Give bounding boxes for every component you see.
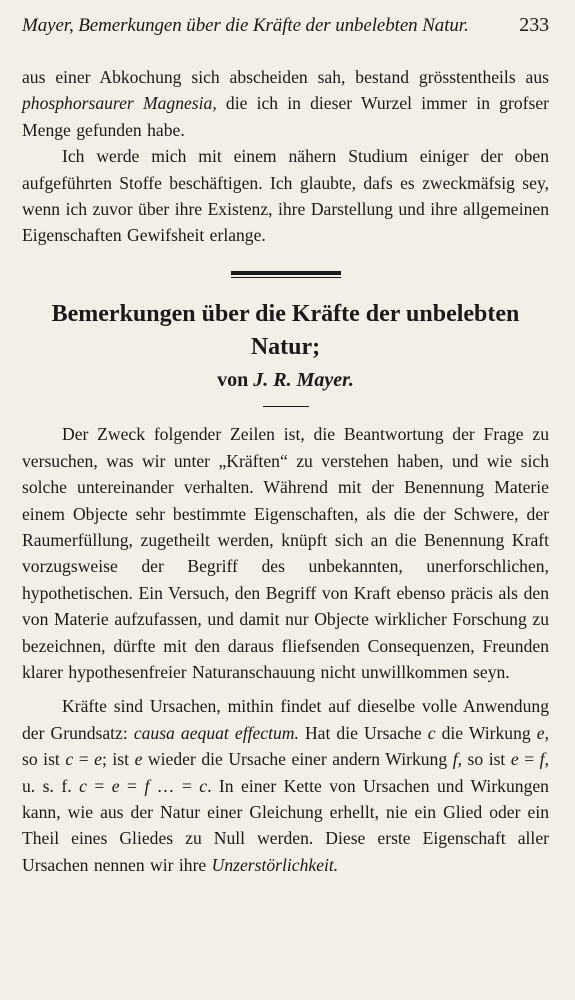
article-byline (22, 366, 549, 394)
separator-thick-rule (231, 271, 341, 275)
article-title: Bemerkungen über die Kräfte der unbelebten Natur; (51, 300, 520, 360)
running-head-article-title: Bemerkungen über die Kräfte der unbelebten Natur. (78, 15, 469, 36)
text-run: wieder die Ursache einer andern Wirkung (142, 749, 453, 770)
running-head-title (22, 15, 469, 37)
math-variable: c (79, 775, 87, 796)
math-variable: e (134, 749, 143, 770)
math-variable: f (144, 775, 150, 796)
title-rule (263, 406, 309, 408)
separator-thin-rule (231, 277, 341, 278)
text-run: Hat die Ursache (298, 722, 428, 743)
text-run: die ich in dieser Wurzel immer in grofser Menge gefunden habe. (22, 93, 549, 140)
math-variable: c (427, 722, 436, 743)
text-run: , u. s. f. (22, 749, 549, 796)
latin-phrase: causa aequat effectum. (133, 722, 299, 743)
paragraph (22, 64, 549, 143)
text-run: = (518, 749, 540, 770)
text-run: … = (149, 775, 200, 796)
text-run: , so ist (22, 722, 549, 770)
paragraph: Der Zweck folgender Zeilen ist, die Beantwortung der Frage zu versuchen, was wir unter „Kräften“ zu verstehen haben, und wie sich solche untereinander verhalten. Während mit der Benennung Materie einem Objecte sehr bestimmte Eigenschaften, als die der Schwere, der Raumerfüllung, zugetheilt werden, knüpft sich an die Benennung Kraft vorzugsweise der Begriff des unbekannten, unerforschlichen, hypothetischen. Ein Versuch, den Begriff von Kraft ebenso präcis als den von Materie aufzufassen, und damit nur Objecte wirklicher Forschung zu bezeichnen, dürfte mit den daraus fliefsenden Consequenzen, Freunden klarer hypothesenfreier Naturanschauung nicht unwillkommen seyn. (22, 424, 549, 682)
byline-author: J. R. Mayer. (253, 368, 354, 391)
section-separator (231, 271, 341, 278)
math-variable: f (539, 749, 545, 770)
paragraph (22, 693, 549, 878)
math-variable: c (65, 749, 74, 770)
text-run: = (73, 749, 95, 770)
math-variable: f (452, 749, 458, 770)
byline-prefix: von (217, 368, 249, 391)
math-variable: e (94, 749, 102, 770)
text-run: = (119, 775, 145, 796)
text-run: . In einer Kette von Ursachen und Wirkungen kann, wie aus der Natur einer Gleichung erhellt, nie ein Glied oder ein Theil eines Gliedes zu Null werden. Diese erste Eigenschaft aller Ursachen nennen wir ihre (22, 775, 549, 875)
text-run: ; ist (101, 749, 135, 770)
preceding-article-text (22, 64, 549, 249)
italic-text: phosphorsaurer Magnesia, (22, 93, 217, 114)
running-head (22, 14, 549, 46)
math-variable: e (536, 722, 545, 743)
math-variable: e (111, 775, 120, 796)
text-run: Kräfte sind Ursachen, mithin findet auf dieselbe volle Anwendung der Grundsatz: (22, 696, 549, 743)
page-number: 233 (519, 14, 549, 36)
running-head-author: Mayer, (22, 15, 74, 36)
math-variable: c (199, 775, 208, 796)
key-term: Unzerstörlichkeit. (211, 854, 339, 875)
text-run: aus einer Abkochung sich abscheiden sah, bestand grösstentheils aus (22, 67, 549, 87)
paragraph: Ich werde mich mit einem nähern Studium einiger der oben aufgeführten Stoffe beschäftigen. Ich glaubte, dafs es zweckmäfsig sey, wenn ich zuvor über ihre Existenz, ihre Darstellung und ihre allgemeinen Eigenschaften Gewifsheit erlange. (22, 146, 549, 246)
math-variable: e (510, 749, 519, 770)
article-body (22, 421, 549, 878)
text-run: , so ist (457, 749, 511, 770)
text-run: = (86, 775, 112, 796)
text-run: die Wirkung (435, 722, 537, 743)
